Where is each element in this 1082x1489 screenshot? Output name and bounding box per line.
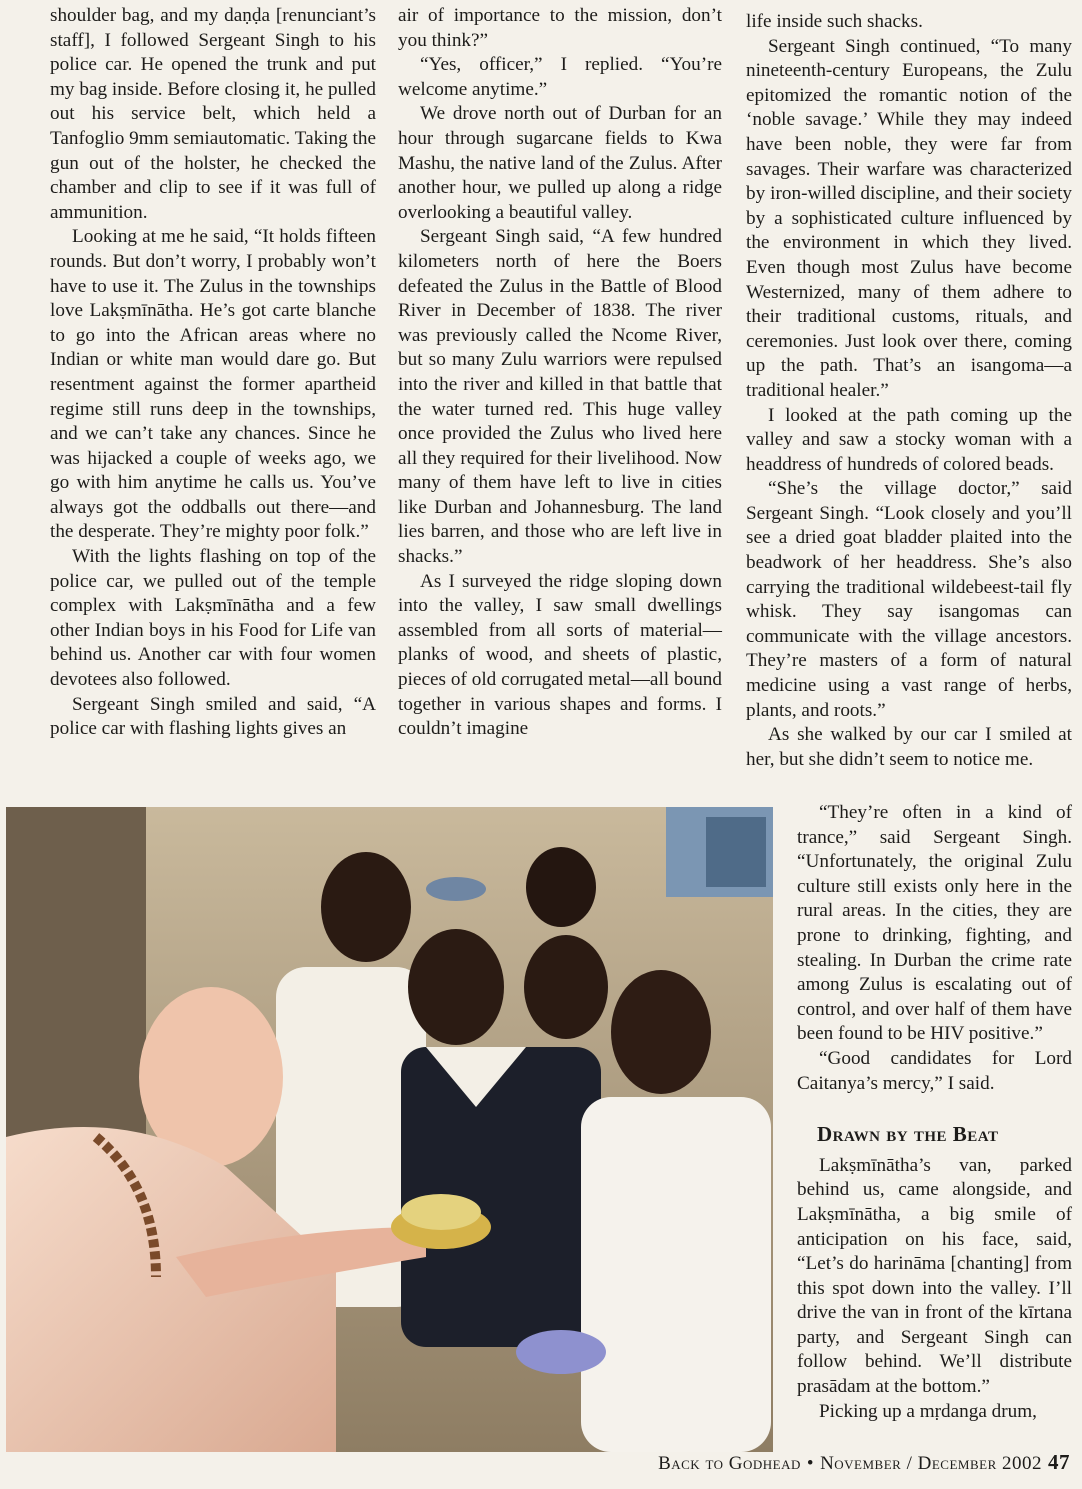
paragraph: Sergeant Singh continued, “To many nineteenth-century Europeans, the Zulu epitomized the romantic notion of the ‘noble savage.’ While they may indeed have been noble, they were far from savages. Their warfare was characterized by iron-willed discipline, and their society by a sophisticated culture influenced by the environment in which they lived. Even though most Zulus have become Westernized, many of them adhere to their traditional customs, rituals, and ceremonies. Just look over there, coming up the path. That’s an isangoma—a traditional healer.”	[746, 35, 1072, 401]
text-column-3-continued	[797, 801, 1072, 1424]
paragraph: air of importance to the mission, don’t you think?”	[398, 5, 722, 51]
paragraph: Sergeant Singh smiled and said, “A police car with flashing lights gives an	[50, 693, 376, 740]
text-column-3	[746, 10, 1072, 772]
paragraph: Lakṣmīnātha’s van, parked behind us, came alongside, and Lakṣmīnātha, a big smile of anticipation on his face, said, “Let’s do harināma [chanting] from this spot down into the valley. I’ll drive the van in front of the kīrtana party, and Sergeant Singh can follow behind. We’ll distribute prasādam at the bottom.”	[797, 1154, 1072, 1398]
paragraph: “She’s the village doctor,” said Sergeant Singh. “Look closely and you’ll see a dried goat bladder plaited into the beadwork of her headdress. She’s also carrying the traditional wildebeest-tail fly whisk. They say isangomas can communicate with the village ancestors. They’re masters of a form of natural medicine using a vast range of herbs, plants, and roots.”	[746, 478, 1072, 721]
paragraph: “Yes, officer,” I replied. “You’re welcome anytime.”	[398, 54, 722, 100]
paragraph: We drove north out of Durban for an hour through sugarcane fields to Kwa Mashu, the native land of the Zulus. After another hour, we pulled up along a ridge overlooking a beautiful valley.	[398, 103, 722, 223]
photo-children-receiving-food	[6, 807, 773, 1452]
paragraph: As she walked by our car I smiled at her, but she didn’t seem to notice me.	[746, 724, 1072, 770]
paragraph: With the lights flashing on top of the police car, we pulled out of the temple complex with Lakṣmīnātha and a few other Indian boys in his Food for Life van behind us. Another car with four women devotees also followed.	[50, 546, 376, 691]
paragraph: “They’re often in a kind of trance,” said Sergeant Singh. “Unfortunately, the original Zulu culture still exists only here in the rural areas. In the cities, they are prone to drinking, fighting, and stealing. In Durban the crime rate among Zulus is escalating out of control, and over half of them have been found to be HIV positive.”	[797, 802, 1072, 1045]
section-heading: Drawn by the Beat	[817, 1122, 999, 1147]
paragraph: Sergeant Singh said, “A few hundred kilometers north of here the Boers defeated the Zulus in the Battle of Blood River in December of 1838. The river was previously called the Ncome River, but so many Zulu warriors were repulsed into the river and killed in that battle that the water turned red. This huge valley once provided the Zulus who lived here all they required for their livelihood. Now many of them have left to live in cities like Durban and Johannesburg. The land lies barren, and those who are left live in shacks.”	[398, 226, 722, 568]
paragraph: Looking at me he said, “It holds fifteen rounds. But don’t worry, I probably won’t have to use it. The Zulus in the townships love Lakṣmīnātha. He’s got carte blanche to go into the African areas where no Indian or white man would dare go. But resentment against the former apartheid regime still runs deep in the townships, and we can’t take any chances. Since he was hijacked a couple of weeks ago, we go with him anytime he calls us. You’ve always got the oddballs out there—and the desperate. They’re mighty poor folk.”	[50, 226, 376, 543]
text-column-2	[398, 4, 722, 742]
paragraph: “Good candidates for Lord Caitanya’s mercy,” I said.	[797, 1047, 1072, 1094]
paragraph: Picking up a mṛdanga drum,	[819, 1400, 1037, 1422]
magazine-title: Back to Godhead	[658, 1453, 801, 1474]
page-number: 47	[1048, 1450, 1070, 1474]
paragraph: As I surveyed the ridge sloping down into the valley, I saw small dwellings assembled from all sorts of material—planks of wood, and sheets of plastic, pieces of old corrugated metal—all bound together in various shapes and forms. I couldn’t imagine	[398, 570, 722, 740]
page-footer	[658, 1450, 1070, 1475]
text-column-1	[50, 4, 376, 742]
paragraph: shoulder bag, and my daṇḍa [renunciant’s staff], I followed Sergeant Singh to his police car. He opened the trunk and put my bag inside. Before closing it, he pulled out his service belt, which held a Tanfoglio 9mm semiautomatic. Taking the gun out of the holster, he checked the chamber and clip to see if it was full of ammunition.	[50, 5, 376, 223]
paragraph: life inside such shacks.	[746, 11, 923, 32]
footer-separator: •	[806, 1453, 815, 1474]
issue-date: November / December 2002	[820, 1453, 1042, 1474]
paragraph: I looked at the path coming up the valley and saw a stocky woman with a headdress of hundreds of colored beads.	[746, 404, 1072, 475]
